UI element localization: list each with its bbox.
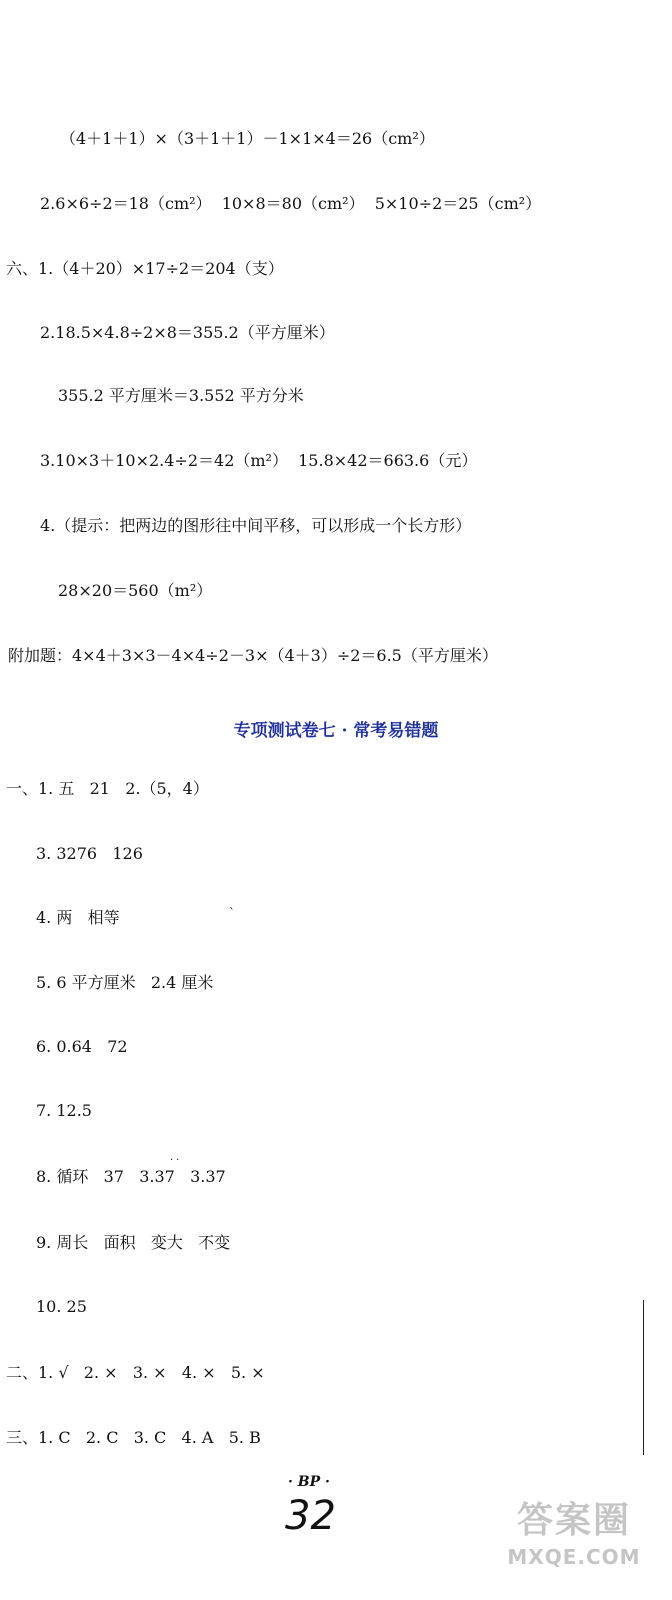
answer-line: 一、1. 五 21 2.（5，4）	[6, 779, 209, 798]
bp-mark: · BP ·	[288, 1474, 330, 1490]
answer-line: 9. 周长 面积 变大 不变	[36, 1233, 231, 1252]
answer-line: 3. 3276 126	[36, 844, 143, 863]
answer-line: （4＋1＋1）×（3＋1＋1）－1×1×4＝26（cm²）	[60, 129, 435, 148]
answer-line: 3.10×3＋10×2.4÷2＝42（m²） 15.8×42＝663.6（元）	[40, 451, 478, 470]
answer-line: 5. 6 平方厘米 2.4 厘米	[36, 973, 214, 992]
answer-line: 10. 25	[36, 1297, 87, 1316]
answer-line: 2.6×6÷2＝18（cm²） 10×8＝80（cm²） 5×10÷2＝25（cm²）	[40, 194, 542, 213]
answer-line: 2.18.5×4.8÷2×8＝355.2（平方厘米）	[40, 323, 335, 342]
watermark-line2: MXQE.COM	[507, 1545, 641, 1569]
answer-line: 6. 0.64 72	[36, 1037, 128, 1056]
answer-line: 7. 12.5	[36, 1101, 92, 1120]
right-margin-rule	[643, 1300, 644, 1455]
scan-speck: `	[229, 906, 235, 920]
page-number: 32	[285, 1493, 336, 1539]
answer-line: 355.2 平方厘米＝3.552 平方分米	[58, 386, 304, 405]
watermark-logo	[484, 1498, 664, 1593]
answer-line: 28×20＝560（m²）	[58, 581, 213, 600]
section-title: 专项测试卷七 · 常考易错题	[233, 721, 439, 741]
answer-line: 六、1.（4＋20）×17÷2＝204（支）	[6, 259, 284, 278]
watermark-line1: 答案圈	[516, 1500, 631, 1541]
answer-line: 8. 循环 37 3.37 3.37	[36, 1167, 226, 1186]
answer-line: 三、1. C 2. C 3. C 4. A 5. B	[6, 1428, 261, 1447]
answer-line: 附加题：4×4＋3×3－4×4÷2－3×（4＋3）÷2＝6.5（平方厘米）	[8, 646, 498, 665]
repeat-dots-mark: ··	[170, 1155, 183, 1166]
answer-line: 4.（提示：把两边的图形往中间平移，可以形成一个长方形）	[40, 516, 472, 535]
answer-line: 4. 两 相等	[36, 908, 120, 927]
answer-line: 二、1. √ 2. × 3. × 4. × 5. ×	[6, 1363, 265, 1382]
